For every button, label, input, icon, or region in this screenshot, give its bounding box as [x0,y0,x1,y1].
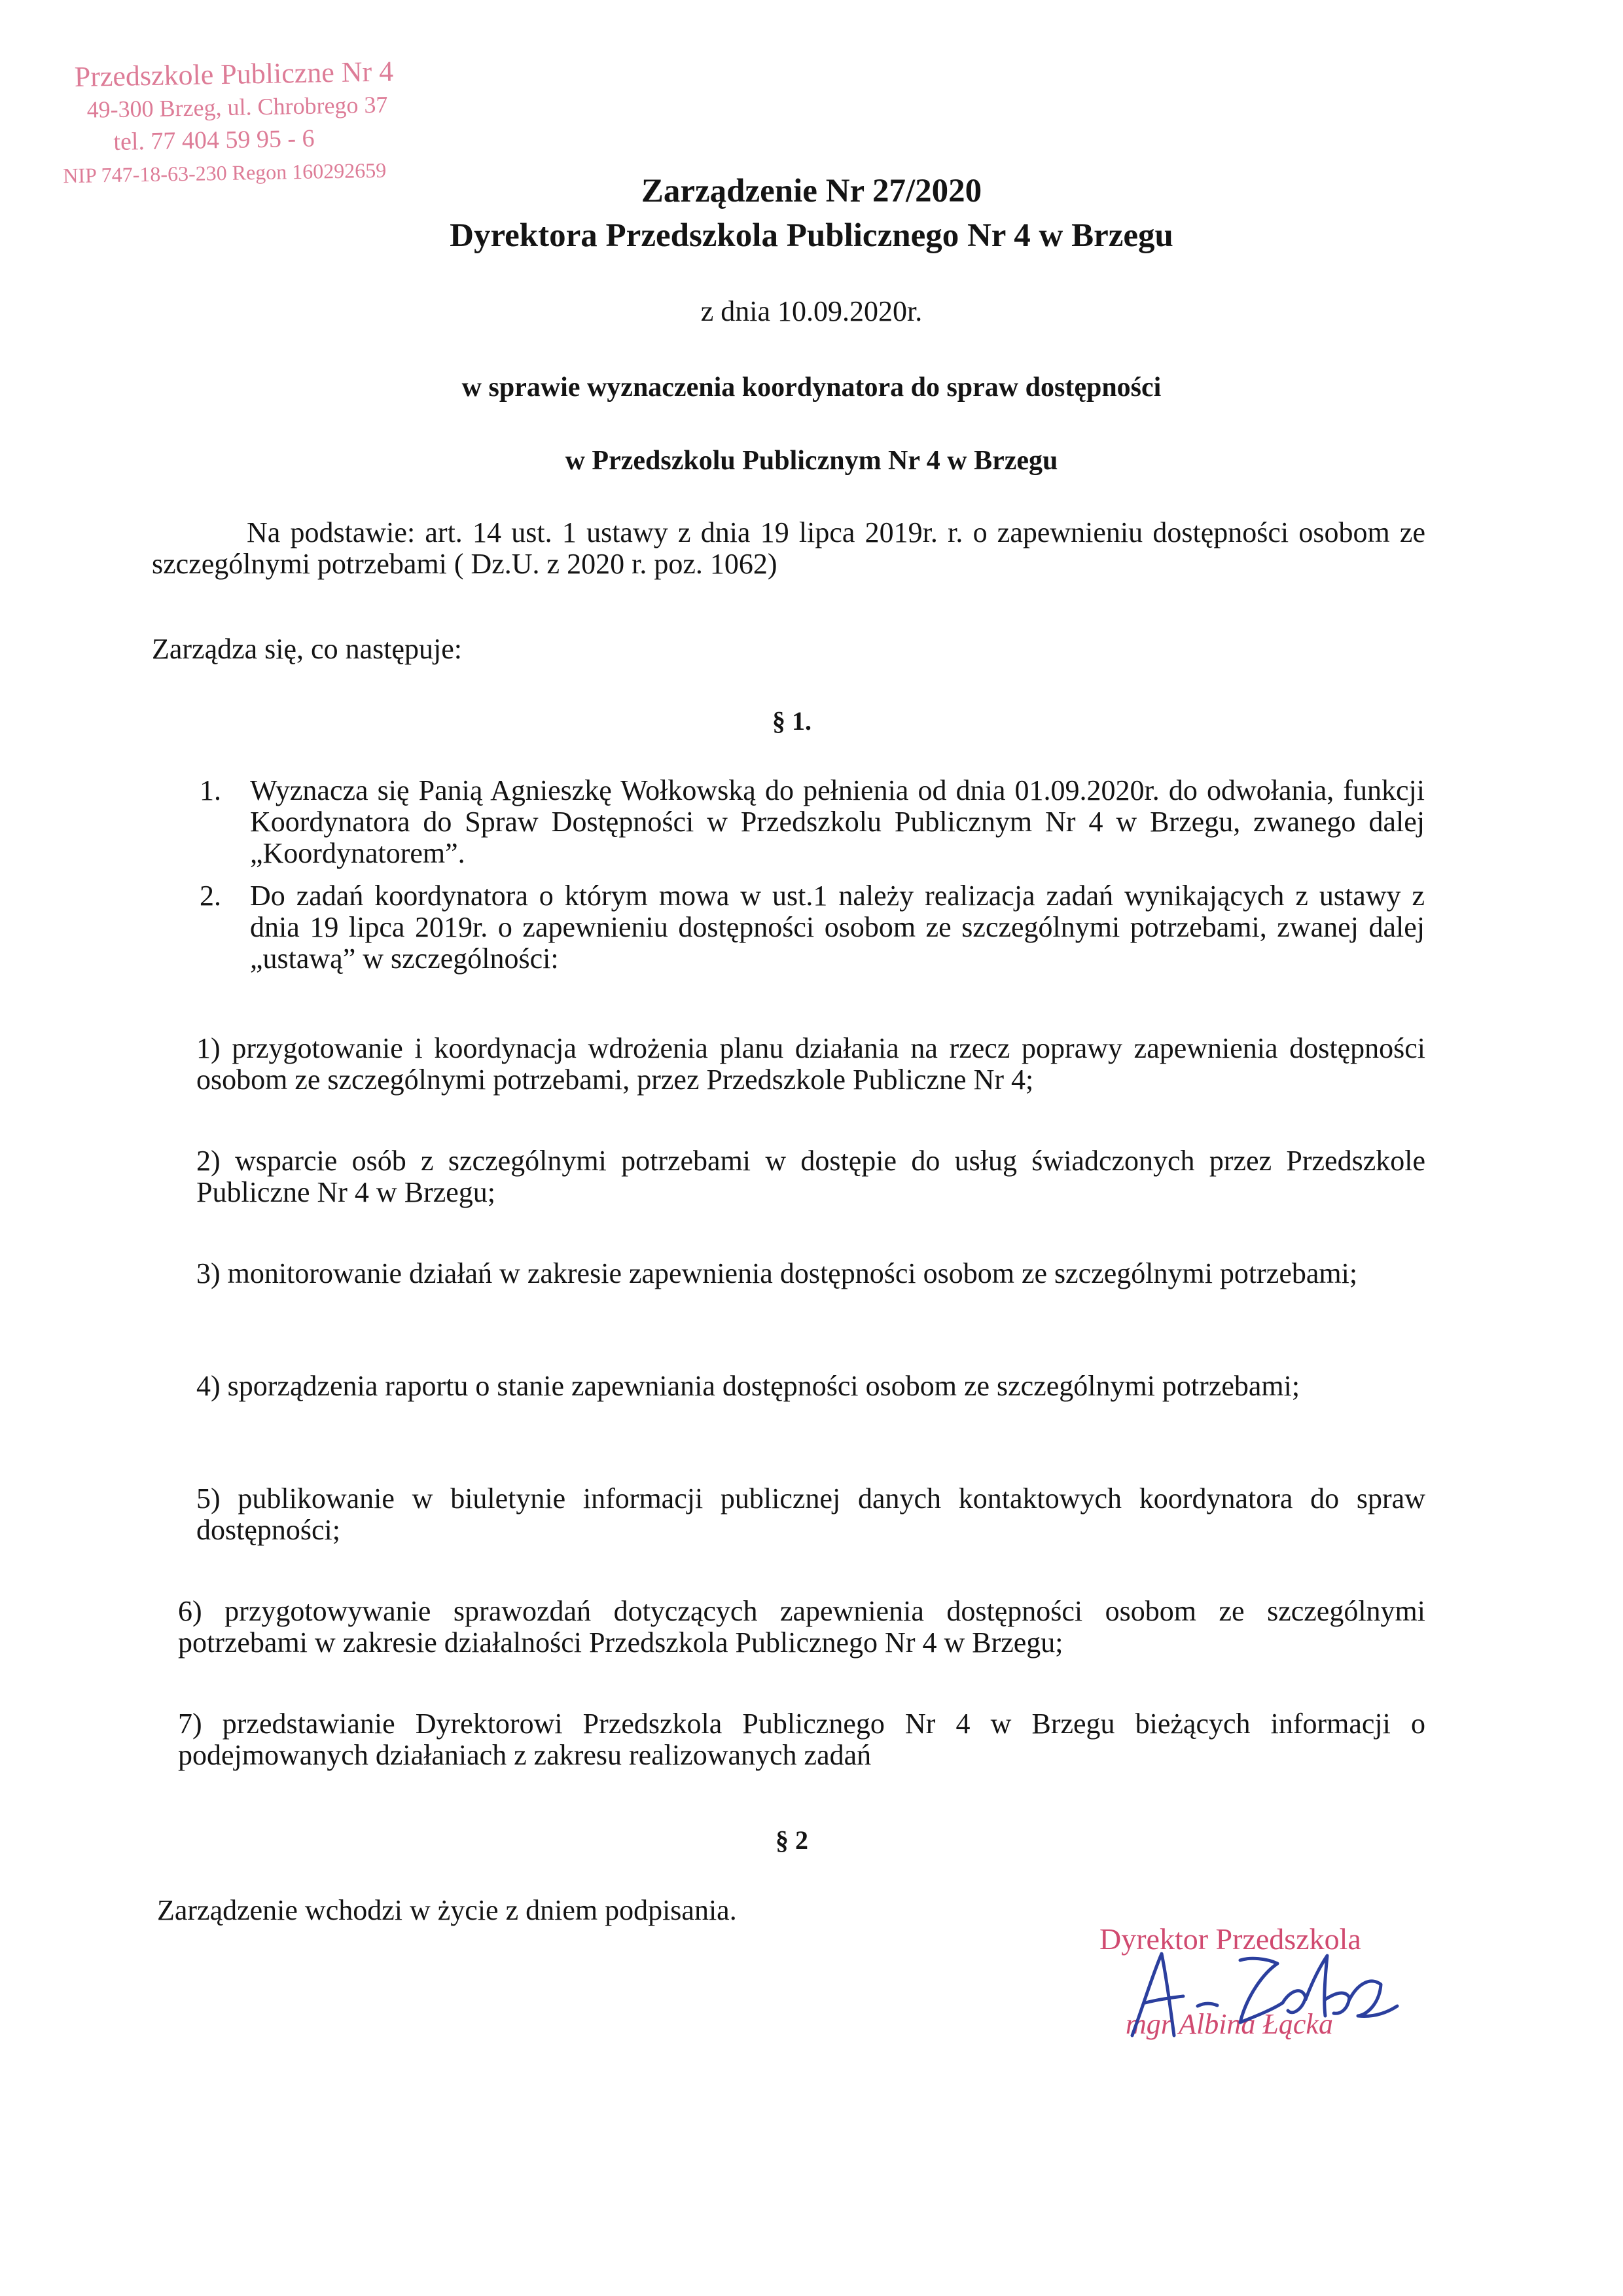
task-item: 2) wsparcie osób z szczególnymi potrzebami w dostępie do usług świadczonych przez Przedszkole Publiczne Nr 4 w Brzegu; [196,1145,1425,1208]
task-item: 6) przygotowywanie sprawozdań dotyczących zapewnienia dostępności osobom ze szczególnymi potrzebami w zakresie działalności Przedszkola Publicznego Nr 4 w Brzegu; [178,1595,1425,1659]
title-line-2: Dyrektora Przedszkola Publicznego Nr 4 w Brzegu [450,217,1173,254]
handwritten-signature [1106,1937,1407,2049]
document-title [0,169,1623,258]
point-text: Do zadań koordynatora o którym mowa w ust.1 należy realizacja zadań wynikających z ustawy z dnia 19 lipca 2019r. o zapewnieniu dostępności osobom ze szczególnymi potrzebami, zwanej dalej „ustawą” w szczególności: [250,880,1425,975]
point-text: Wyznacza się Panią Agnieszkę Wołkowską do pełnienia od dnia 01.09.2020r. do odwołania, funkcji Koordynatora do Spraw Dostępności w Przedszkolu Publicznym Nr 4 w Brzegu, zwanego dalej „Koordynatorem”. [250,774,1425,869]
stamp-line-nip-regon: NIP 747-18-63-230 Regon 160292659 [63,158,387,188]
director-name: mgr Albina Łącka [1126,2008,1333,2040]
task-item: 5) publikowanie w biuletynie informacji publicznej danych kontaktowych koordynatora do spraw dostępności; [196,1482,1425,1546]
task-item: 1) przygotowanie i koordynacja wdrożenia planu działania na rzecz poprawy zapewnienia dostępności osobom ze szczególnymi potrzebami, przez Przedszkole Publiczne Nr 4; [196,1032,1425,1096]
task-item: 7) przedstawianie Dyrektorowi Przedszkola Publicznego Nr 4 w Brzegu bieżących informacji o podejmowanych działaniach z zakresu realizowanych zadań [178,1708,1425,1771]
section-1-heading: § 1. [772,706,812,736]
director-title: Dyrektor Przedszkola [1099,1922,1361,1956]
stamp-line-name: Przedszkole Publiczne Nr 4 [74,55,394,93]
title-line-1: Zarządzenie Nr 27/2020 [641,173,982,209]
stamp-line-address: 49-300 Brzeg, ul. Chrobrego 37 [86,91,388,123]
stamp-line-phone: tel. 77 404 59 95 - 6 [113,124,315,156]
subject-line-2: w Przedszkolu Publicznym Nr 4 w Brzegu [565,446,1058,476]
document-date: z dnia 10.09.2020r. [700,295,923,327]
subject-line-1: w sprawie wyznaczenia koordynatora do spraw dostępności [461,372,1162,403]
section-2-heading: § 2 [776,1825,808,1855]
task-item: 3) monitorowanie działań w zakresie zapewnienia dostępności osobom ze szczególnymi potrzebami; [196,1257,1358,1289]
effective-date-text: Zarządzenie wchodzi w życie z dniem podpisania. [157,1894,737,1926]
orders-intro: Zarządza się, co następuje: [152,633,462,665]
task-item: 4) sporządzenia raportu o stanie zapewniania dostępności osobom ze szczególnymi potrzebami; [196,1370,1300,1402]
point-number: 1. [200,774,221,806]
legal-basis: Na podstawie: art. 14 ust. 1 ustawy z dnia 19 lipca 2019r. r. o zapewnieniu dostępności osobom ze szczególnymi potrzebami ( Dz.U. z 2020 r. poz. 1062) [152,516,1425,580]
point-number: 2. [200,880,221,912]
